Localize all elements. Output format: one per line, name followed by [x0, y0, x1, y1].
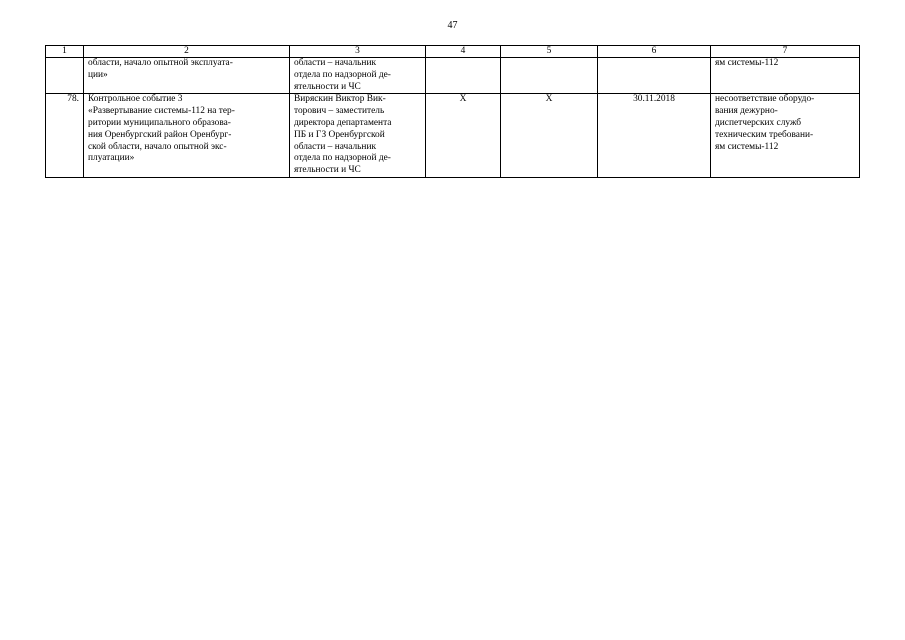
date-cell: 30.11.2018 [598, 94, 711, 178]
col-5-cell [501, 58, 598, 94]
comment-cell [711, 94, 860, 178]
responsible-line: ятельности и ЧС [294, 81, 361, 92]
header-col-5: 5 [501, 46, 598, 58]
responsible-line: отдела по надзорной де- [294, 153, 391, 164]
responsible-line: Виряскин Виктор Вик- [294, 94, 386, 105]
comment-line: ям системы-112 [715, 58, 779, 68]
header-col-6: 6 [598, 46, 711, 58]
event-line: области, начало опытной эксплуата- [88, 58, 233, 68]
responsible-line: директора департамента [294, 117, 392, 128]
responsible-line: области – начальник [294, 141, 377, 152]
date-cell [598, 58, 711, 94]
header-col-1: 1 [46, 46, 84, 58]
responsible-line: области – начальник [294, 58, 377, 68]
responsible-cell [290, 58, 426, 94]
comment-line: диспетчерских служб [715, 117, 802, 128]
comment-line: несоответствие оборудо- [715, 94, 815, 105]
header-col-4: 4 [426, 46, 501, 58]
col-4-cell [426, 58, 501, 94]
comment-line: вания дежурно- [715, 106, 778, 117]
header-row [46, 46, 860, 58]
event-cell [84, 58, 290, 94]
row-number [46, 58, 84, 94]
event-line: ритории муниципального образова- [88, 117, 231, 128]
header-col-7: 7 [711, 46, 860, 58]
table-row-78 [46, 94, 860, 178]
event-line: ской области, начало опытной экс- [88, 141, 227, 152]
row-number: 78. [46, 94, 84, 178]
header-col-2: 2 [84, 46, 290, 58]
responsible-line: ПБ и ГЗ Оренбургской [294, 129, 385, 140]
event-line: ции» [88, 69, 108, 80]
comment-cell [711, 58, 860, 94]
responsible-line: ятельности и ЧС [294, 165, 361, 176]
page-number: 47 [447, 20, 458, 31]
col-4-cell: Х [426, 94, 501, 178]
responsible-line: отдела по надзорной де- [294, 69, 391, 80]
comment-line: техническим требовани- [715, 129, 814, 140]
plan-table [45, 45, 860, 178]
header-col-3: 3 [290, 46, 426, 58]
comment-line: ям системы-112 [715, 141, 779, 152]
responsible-cell [290, 94, 426, 178]
event-line: «Развертывание системы-112 на тер- [88, 106, 235, 117]
table-row-continuation [46, 58, 860, 94]
event-line: плуатации» [88, 153, 135, 164]
event-line: ния Оренбургский район Оренбург- [88, 129, 232, 140]
responsible-line: торович – заместитель [294, 106, 385, 117]
col-5-cell: Х [501, 94, 598, 178]
event-line: Контрольное событие 3 [88, 94, 183, 105]
event-cell [84, 94, 290, 178]
